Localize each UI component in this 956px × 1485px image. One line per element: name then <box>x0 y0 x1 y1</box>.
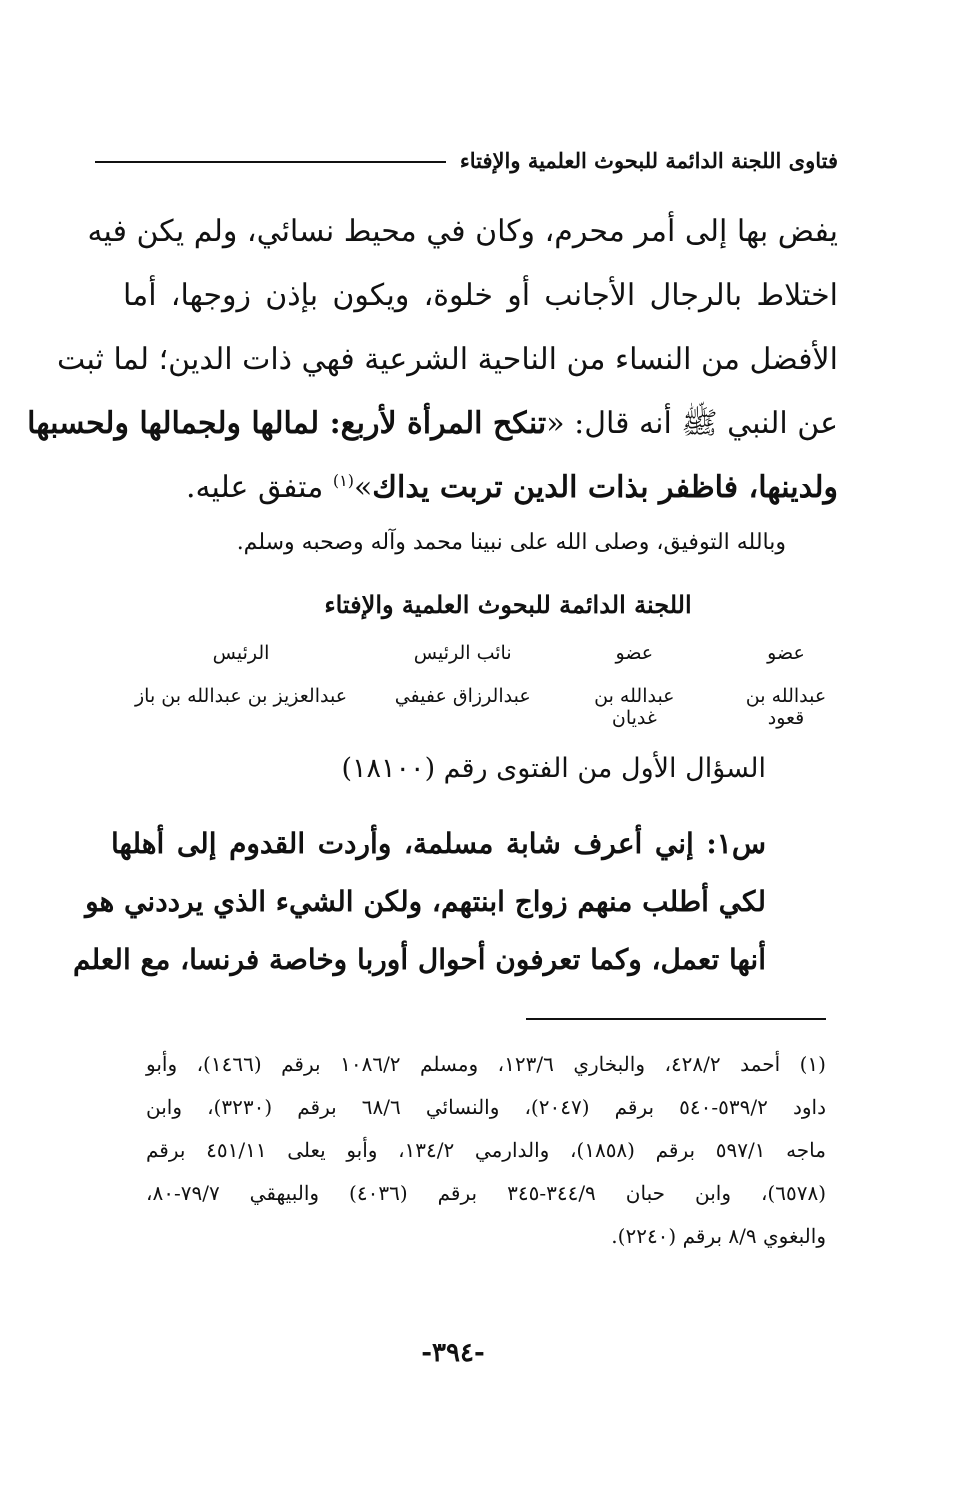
footnote-line: داود ٥٣٩/٢-٥٤٠ برقم (٢٠٤٧)، والنسائي ٦٨/٦ برقم (٣٢٣٠)، وابن <box>146 1095 826 1119</box>
hadith-grading: متفق عليه. <box>185 470 333 505</box>
body-line: يفض بها إلى أمر محرم، وكان في محيط نسائي، ولم يكن فيه <box>87 214 838 249</box>
body-line: اختلاط بالرجال الأجانب أو خلوة، ويكون بإذن زوجها، أما <box>123 278 838 313</box>
committee-title: اللجنة الدائمة للبحوث العلمية والإفتاء <box>324 590 692 619</box>
fatwa-body <box>27 200 838 520</box>
name-member-2: عبدالله بن غديان <box>594 685 675 729</box>
header-title: فتاوى اللجنة الدائمة للبحوث العلمية والإفتاء <box>459 147 838 173</box>
body-line-hadith-end <box>123 456 838 520</box>
footnote-line: والبغوي ٨/٩ برقم (٢٢٤٠). <box>611 1224 826 1248</box>
committee-roles <box>126 642 846 664</box>
committee-names <box>126 685 846 729</box>
question-heading: السؤال الأول من الفتوى رقم (١٨١٠٠) <box>341 753 766 784</box>
question-line: س١: إني أعرف شابة مسلمة، وأردت القدوم إلى أهلها <box>111 827 766 860</box>
name-vice-president: عبدالرزاق عفيفي <box>394 685 531 707</box>
footnote-line: (٦٥٧٨)، وابن حبان ٣٤٤/٩-٣٤٥ برقم (٤٠٣٦) والبيهقي ٧٩/٧-٨٠، <box>146 1181 827 1205</box>
closing-formula: وبالله التوفيق، وصلى الله على نبينا محمد وآله وصحبه وسلم. <box>236 530 786 555</box>
hadith-intro: عن النبي ﷺ أنه قال: « <box>546 406 838 441</box>
footnote-line: ماجه ٥٩٧/١ برقم (١٨٥٨)، والدارمي ١٣٤/٢، وأبو يعلى ٤٥١/١١ برقم <box>146 1138 826 1162</box>
name-member-1: عبدالله بن قعود <box>745 685 827 729</box>
hadith-close-quote: » <box>353 470 373 505</box>
footnote-reference: (١) <box>332 471 354 490</box>
hadith-text-part1: تنكح المرأة لأربع: لمالها ولجمالها ولحسبها <box>27 406 547 441</box>
question-line: لكي أطلب منهم زواج ابنتهم، ولكن الشيء الذي يرددني هو <box>85 885 766 918</box>
role-vice-president: نائب الرئيس <box>413 642 512 664</box>
question-line: أنها تعمل، وكما تعرفون أحوال أوربا وخاصة فرنسا، مع العلم <box>73 943 766 976</box>
footnote-line: (١) أحمد ٤٢٨/٢، والبخاري ١٢٣/٦، ومسلم ١٠٨٦/٢ برقم (١٤٦٦)، وأبو <box>146 1052 826 1076</box>
running-header <box>95 140 838 180</box>
role-member-1: عضو <box>767 642 805 664</box>
footnotes <box>146 1043 826 1258</box>
question-text <box>73 815 766 989</box>
hadith-text-part2: ولدينها، فاظفر بذات الدين تربت يداك <box>372 470 838 505</box>
role-president: الرئيس <box>212 642 270 664</box>
name-president: عبدالعزيز بن عبدالله بن باز <box>135 685 348 707</box>
footnote-separator <box>526 1018 826 1020</box>
body-line: الأفضل من النساء من الناحية الشرعية فهي ذات الدين؛ لما ثبت <box>57 342 838 377</box>
body-line-hadith-start <box>27 392 838 456</box>
role-member-2: عضو <box>615 642 654 664</box>
header-rule <box>95 161 446 163</box>
page-number: -٣٩٤- <box>421 1338 485 1368</box>
